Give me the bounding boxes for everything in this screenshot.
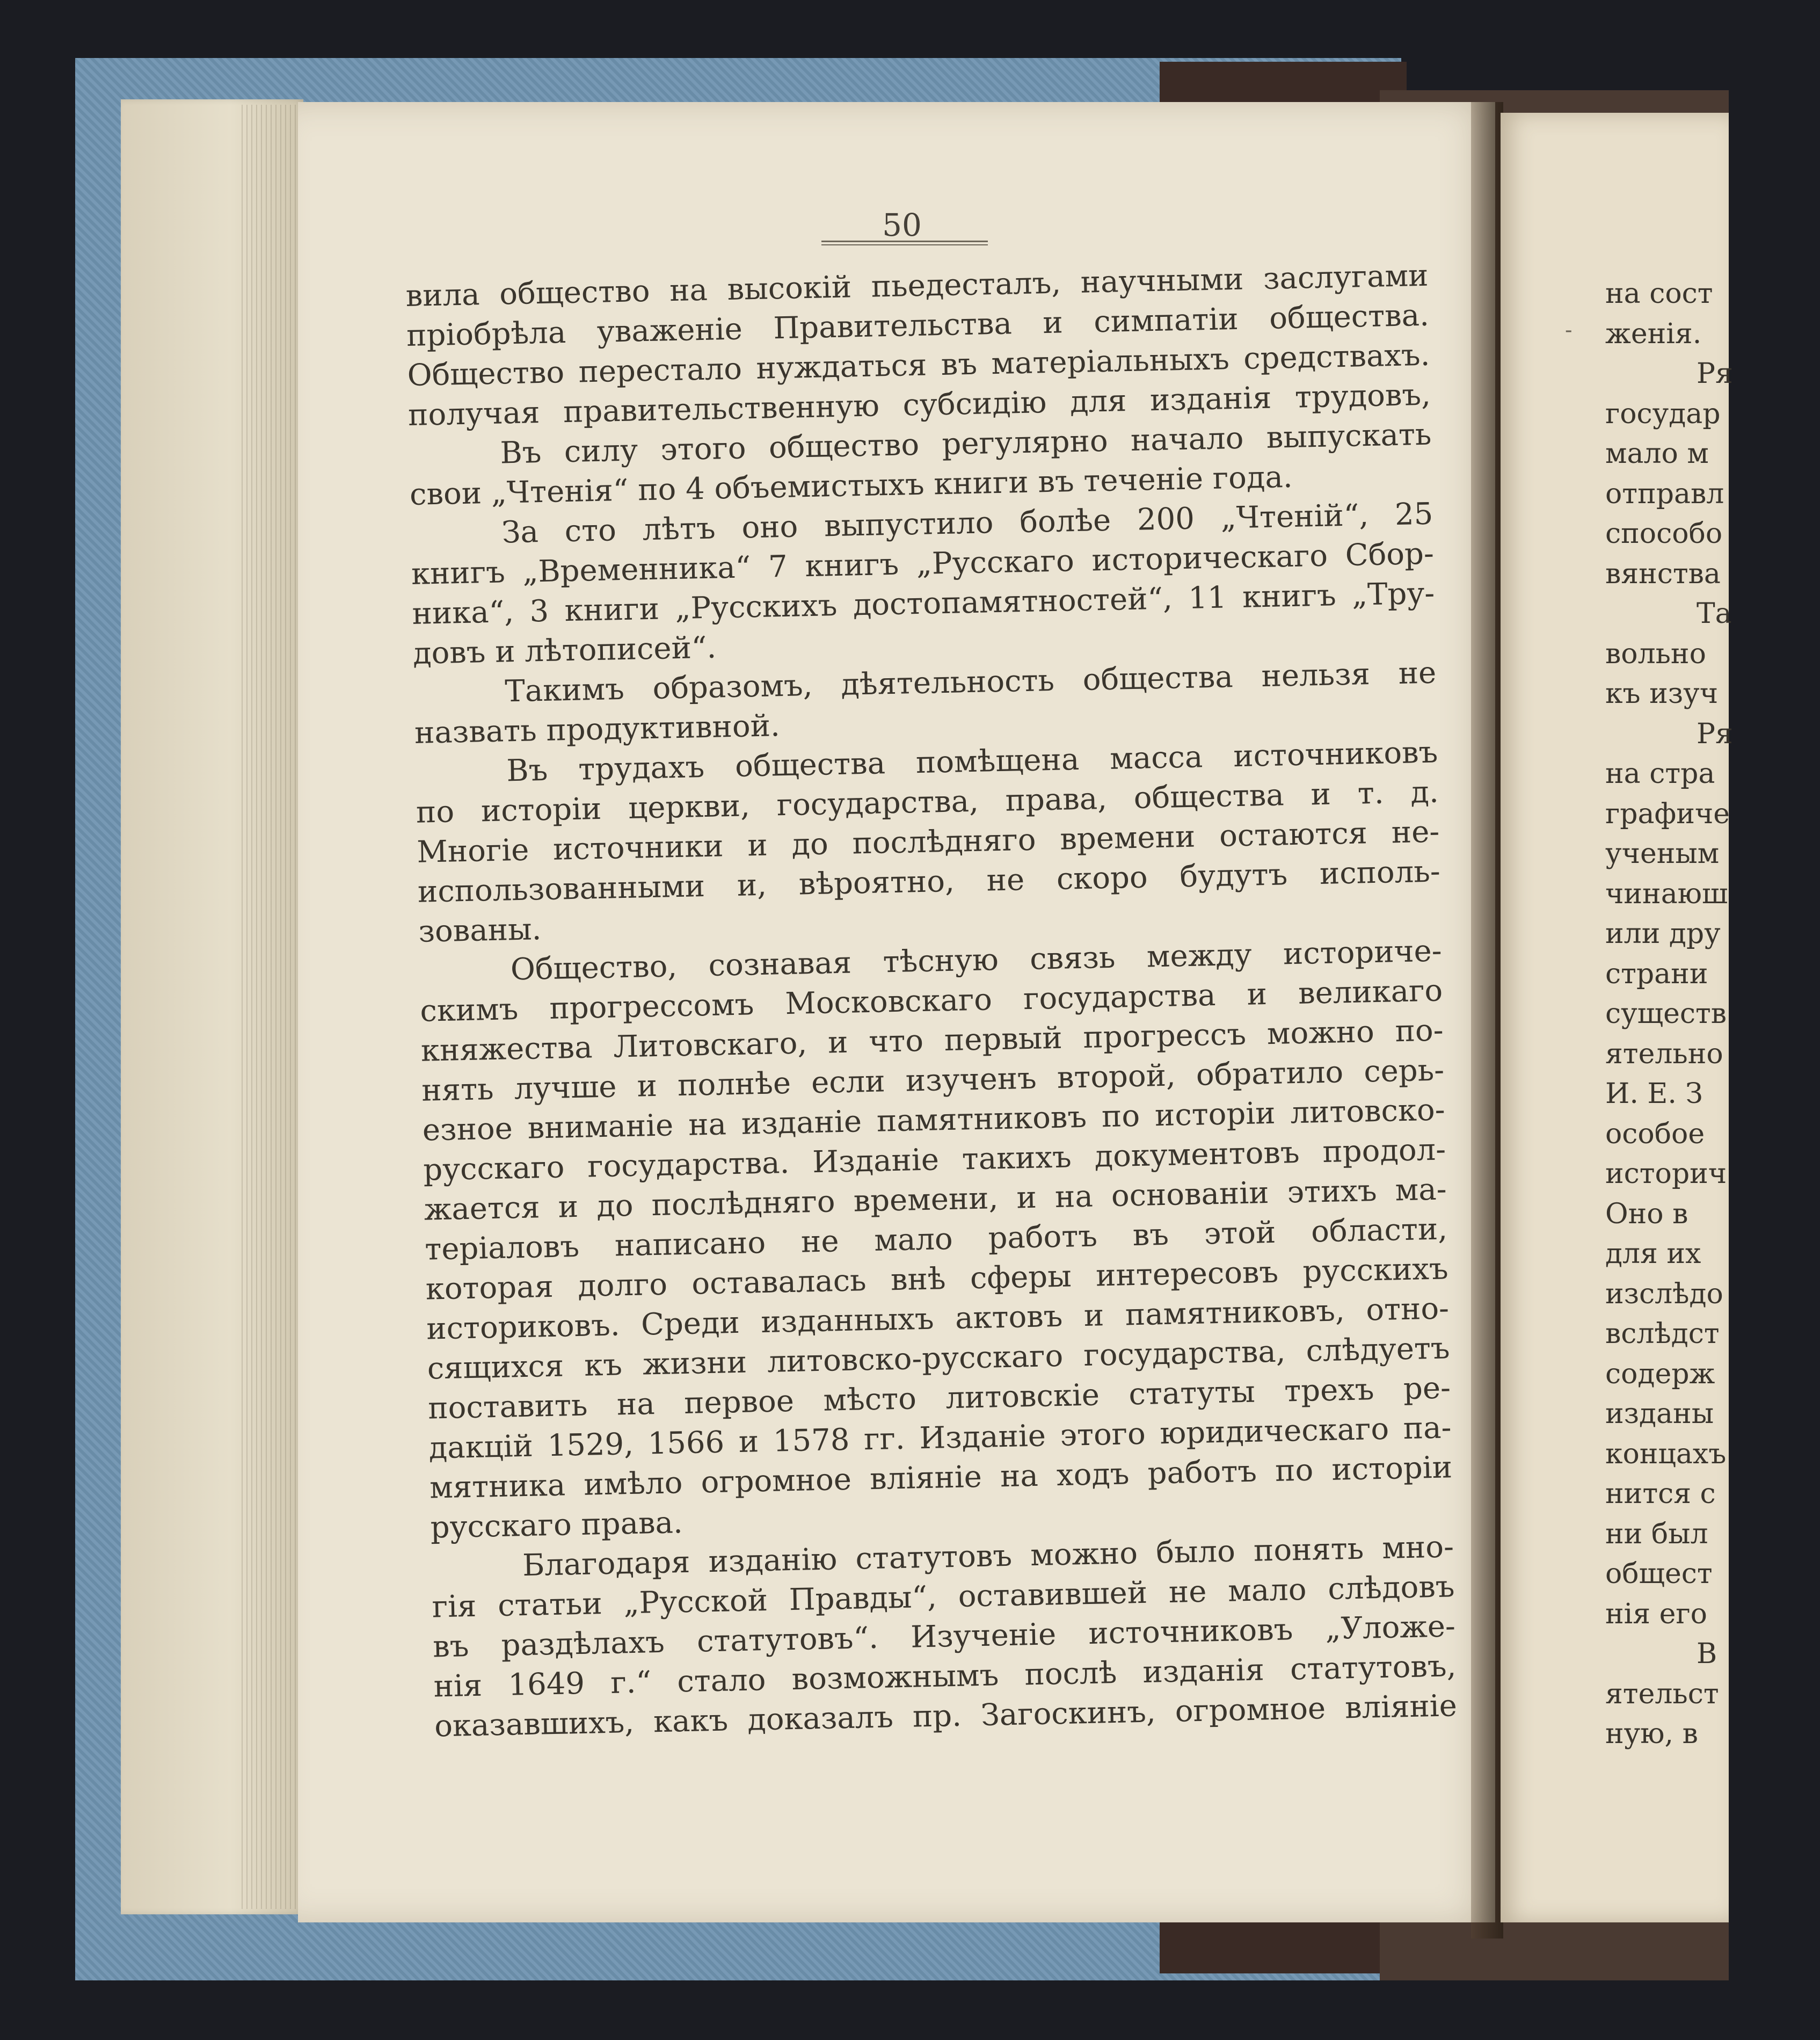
text-line: Въ силу этого общество регулярно начало выпускать xyxy=(499,417,1432,471)
text-line: русскаго государства. Изданіе такихъ документовъ продол- xyxy=(423,1132,1446,1188)
text-line: къ изуч xyxy=(1605,678,1719,710)
text-line: Ря xyxy=(1697,717,1733,750)
text-line: Общество перестало нуждаться въ матеріальныхъ средствахъ. xyxy=(407,337,1430,393)
text-line: изданы xyxy=(1605,1398,1714,1430)
text-line: И. Е. З xyxy=(1605,1078,1703,1110)
text-line: на сост xyxy=(1605,278,1713,310)
text-line: для их xyxy=(1605,1238,1701,1270)
page-number-rule xyxy=(821,241,988,245)
text-line: мало м xyxy=(1605,438,1709,470)
text-line: графиче xyxy=(1605,797,1730,830)
text-line: историковъ. Среди изданныхъ актовъ и памятниковъ, отно- xyxy=(426,1291,1450,1347)
text-line: Оно в xyxy=(1605,1197,1688,1230)
text-line: назвать продуктивной. xyxy=(414,708,781,751)
text-line: общест xyxy=(1605,1558,1713,1590)
text-line: получая правительственную субсидію для изданія трудовъ, xyxy=(407,377,1431,433)
text-line: существ xyxy=(1605,998,1727,1030)
text-line: страни xyxy=(1605,957,1708,990)
text-line: которая долго оставалась внѣ сферы интересовъ русскихъ xyxy=(425,1251,1449,1307)
text-line: оказавшихъ, какъ доказалъ пр. Загоскинъ, огромное вліяніе xyxy=(434,1688,1458,1744)
text-line: способо xyxy=(1605,518,1723,550)
text-line: зованы. xyxy=(418,912,542,949)
text-line: мятника имѣло огромное вліяніе на ходъ работъ по исторіи xyxy=(429,1450,1453,1506)
text-line: нія его xyxy=(1605,1598,1707,1630)
text-line: въ раздѣлахъ статутовъ“. Изученіе источниковъ „Уложе- xyxy=(432,1609,1456,1665)
text-line: жается и до послѣдняго времени, и на основаніи этихъ ма- xyxy=(424,1172,1447,1228)
text-line: Многіе источники и до послѣдняго времени остаются не- xyxy=(416,814,1440,870)
text-line: сящихся къ жизни литовско-русскаго государства, слѣдуетъ xyxy=(427,1331,1451,1386)
text-line: дакцій 1529, 1566 и 1578 гг. Изданіе этого юридическаго па- xyxy=(428,1410,1452,1466)
text-line: особое xyxy=(1605,1117,1705,1150)
text-line: ника“, 3 книги „Русскихъ достопамятностей“, 11 книгъ „Тру- xyxy=(411,576,1435,631)
book-gutter xyxy=(1471,102,1503,1939)
text-line: нія 1649 г.“ стало возможнымъ послѣ изданія статутовъ, xyxy=(433,1649,1457,1704)
text-line: или дру xyxy=(1605,918,1721,950)
text-line: нять лучше и полнѣе если изученъ второй, обратило серь- xyxy=(421,1052,1445,1108)
text-line: вольно xyxy=(1605,637,1706,670)
text-line: использованными и, вѣроятно, не скоро будутъ исполь- xyxy=(417,854,1441,910)
text-line: вила общество на высокій пьедесталъ, научными заслугами xyxy=(405,258,1429,314)
page-stack-lines xyxy=(242,105,301,1909)
text-line: Такимъ образомъ, дѣятельность общества нельзя не xyxy=(504,655,1437,709)
text-line: теріаловъ написано не мало работъ въ этой области, xyxy=(424,1211,1448,1267)
right-page-text xyxy=(1605,274,1820,1754)
text-line: ятельно xyxy=(1605,1037,1723,1070)
text-line: чинаюш xyxy=(1605,877,1728,910)
text-line: Ря xyxy=(1697,358,1733,390)
text-line: Въ трудахъ общества помѣщена масса источниковъ xyxy=(506,735,1438,789)
text-line: книгъ „Временника“ 7 книгъ „Русскаго историческаго Сбор- xyxy=(411,536,1435,592)
text-line: вслѣдст xyxy=(1605,1318,1720,1350)
text-line: по исторіи церкви, государства, права, общества и т. д. xyxy=(416,774,1439,830)
text-line: ученым xyxy=(1605,838,1720,870)
text-line: концахъ xyxy=(1605,1438,1727,1470)
text-line: пріобрѣла уваженіе Правительства и симпатіи общества. xyxy=(406,297,1430,353)
text-line: свои „Чтенія“ по 4 объемистыхъ книги въ теченіе года. xyxy=(409,459,1293,512)
text-line: ятельст xyxy=(1605,1678,1719,1710)
text-line: гія статьи „Русской Правды“, оставившей не мало слѣдовъ xyxy=(432,1569,1455,1625)
text-line: историч xyxy=(1605,1158,1727,1190)
text-line: на стра xyxy=(1605,758,1715,790)
text-line: отправл xyxy=(1605,477,1724,510)
text-line: Благодаря изданію статутовъ можно было понять мно- xyxy=(522,1529,1454,1584)
text-line: ни был xyxy=(1605,1518,1708,1550)
text-line: довъ и лѣтописей“. xyxy=(412,630,717,671)
text-line: Общество, сознавая тѣсную связь между историче- xyxy=(510,933,1443,988)
text-line: Та xyxy=(1697,598,1732,630)
text-line: содерж xyxy=(1605,1357,1715,1390)
text-line: княжества Литовскаго, и что первый прогрессъ можно по- xyxy=(420,1013,1444,1069)
text-line: вянства xyxy=(1605,557,1721,590)
margin-mark: - xyxy=(1565,318,1573,343)
page-number: 50 xyxy=(882,207,922,243)
left-page-text xyxy=(405,256,1458,1747)
text-line: русскаго права. xyxy=(430,1505,683,1545)
text-line: женія. xyxy=(1605,317,1702,350)
text-line: ную, в xyxy=(1605,1718,1698,1750)
text-line: езное вниманіе на изданіе памятниковъ по исторіи литовско- xyxy=(422,1092,1446,1148)
text-line: скимъ прогрессомъ Московскаго государства и великаго xyxy=(419,973,1443,1029)
text-line: За сто лѣтъ оно выпустило болѣе 200 „Чтеній“, 25 xyxy=(501,496,1433,550)
text-line: изслѣдо xyxy=(1605,1277,1723,1310)
text-line: В xyxy=(1697,1638,1717,1670)
text-line: поставить на первое мѣсто литовскіе статуты трехъ ре- xyxy=(427,1370,1451,1426)
text-line: государ xyxy=(1605,397,1721,430)
text-line: нится с xyxy=(1605,1478,1716,1510)
